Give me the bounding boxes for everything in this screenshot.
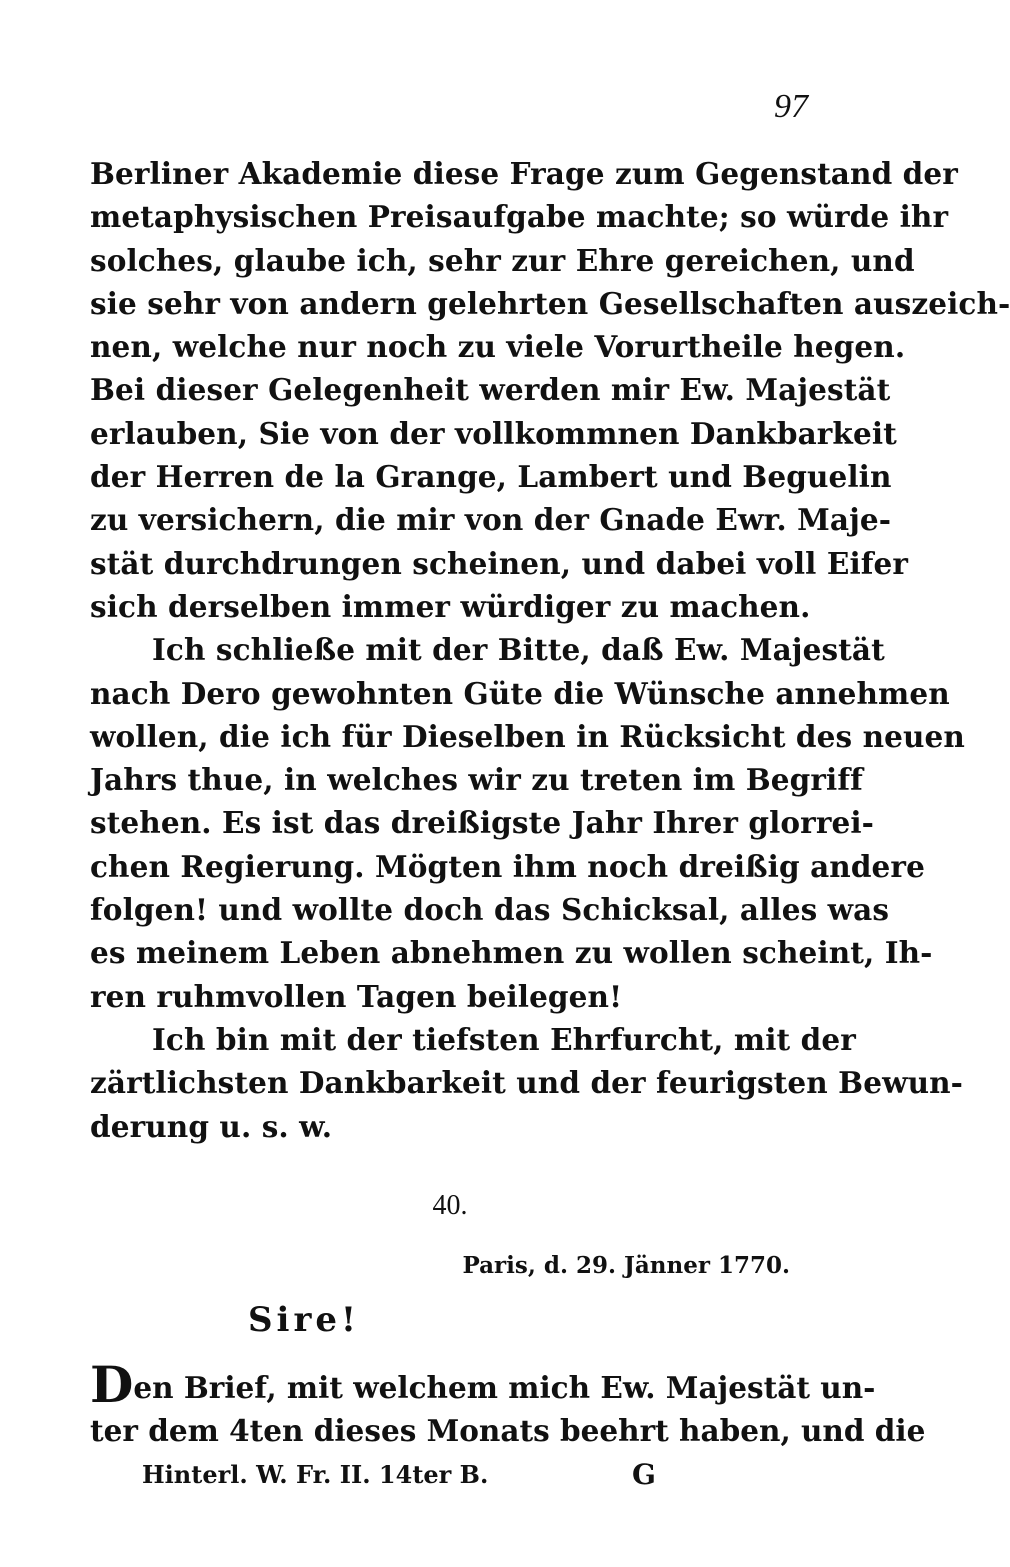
- text-line: es meinem Leben abnehmen zu wollen scheint, Ih-: [90, 935, 933, 971]
- text-line: derung u. s. w.: [90, 1108, 333, 1144]
- text-line: der Herren de la Grange, Lambert und Beguelin: [90, 459, 892, 495]
- letter-opening: [90, 1355, 926, 1453]
- text-line: wollen, die ich für Dieselben in Rücksicht des neuen: [90, 718, 965, 754]
- text-line: stät durchdrungen scheinen, und dabei voll Eifer: [90, 545, 909, 581]
- paragraph-start-line: Ich schließe mit der Bitte, daß Ew. Majestät: [152, 632, 885, 668]
- text-line: stehen. Es ist das dreißigste Jahr Ihrer glorrei-: [90, 805, 874, 841]
- text-line: ren ruhmvollen Tagen beilegen!: [90, 978, 623, 1014]
- signature-line: Hinterl. W. Fr. II. 14ter B.: [142, 1460, 489, 1489]
- continuation-text: [90, 152, 1010, 1148]
- text-line: zu versichern, die mir von der Gnade Ewr. Maje-: [90, 502, 892, 538]
- letter-dateline: Paris, d. 29. Jänner 1770.: [462, 1252, 790, 1279]
- text-line: sich derselben immer würdiger zu machen.: [90, 588, 811, 624]
- text-line: erlauben, Sie von der vollkommnen Dankbarkeit: [90, 415, 897, 451]
- text-line: nen, welche nur noch zu viele Vorurtheile hegen.: [90, 329, 906, 365]
- text-line: sie sehr von andern gelehrten Gesellschaften auszeich-: [90, 285, 1010, 321]
- text-line: chen Regierung. Mögten ihm noch dreißig andere: [90, 848, 925, 884]
- text-line: solches, glaube ich, sehr zur Ehre gereichen, und: [90, 242, 915, 278]
- drop-initial: D: [90, 1355, 134, 1414]
- text-line: Bei dieser Gelegenheit werden mir Ew. Majestät: [90, 372, 891, 408]
- text-line: zärtlichsten Dankbarkeit und der feurigsten Bewun-: [90, 1065, 964, 1101]
- page-number: 97: [774, 88, 808, 125]
- text-line: metaphysischen Preisaufgabe machte; so würde ihr: [90, 199, 949, 235]
- text-line: folgen! und wollte doch das Schicksal, alles was: [90, 892, 890, 928]
- paragraph-start-line: Ich bin mit der tiefsten Ehrfurcht, mit der: [152, 1021, 856, 1057]
- letter-salutation: Sire!: [248, 1300, 360, 1340]
- text-line: Jahrs thue, in welches wir zu treten im Begriff: [90, 762, 863, 798]
- text-line: nach Dero gewohnten Güte die Wünsche annehmen: [90, 675, 950, 711]
- letter-first-line-text: en Brief, mit welchem mich Ew. Majestät un-: [133, 1370, 876, 1405]
- letter-number: 40.: [432, 1190, 468, 1221]
- signature-mark: G: [632, 1458, 656, 1491]
- letter-first-line: [90, 1355, 876, 1414]
- letter-second-line: ter dem 4ten dieses Monats beehrt haben, und die: [90, 1413, 926, 1449]
- text-line: Berliner Akademie diese Frage zum Gegenstand der: [90, 156, 958, 191]
